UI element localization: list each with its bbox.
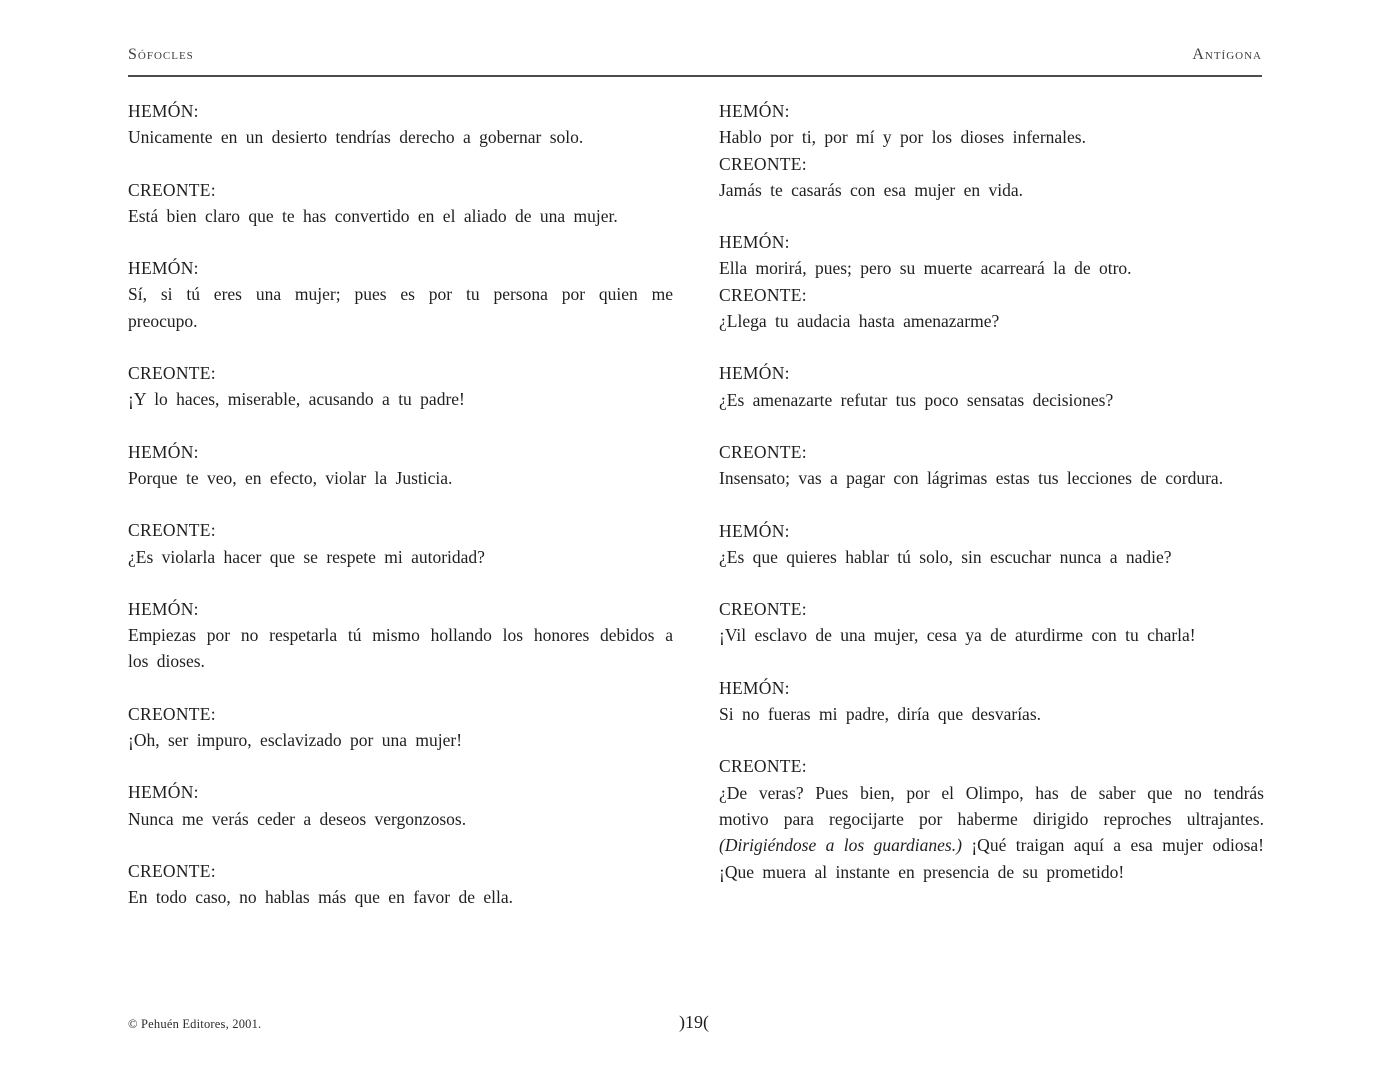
header-author: Sófocles: [128, 46, 194, 63]
speech-text: ¿Es violarla hacer que se respete mi autoridad?: [128, 546, 485, 567]
dialogue-entry: [719, 98, 1264, 151]
speech-text: [719, 780, 1264, 885]
speaker-name: CREONTE:: [128, 179, 216, 200]
speaker-name: CREONTE:: [128, 703, 216, 724]
dialogue-entry: [128, 360, 673, 413]
speaker-name: CREONTE:: [719, 441, 807, 462]
speaker-name: CREONTE:: [719, 599, 807, 620]
dialogue-entry: [128, 98, 673, 151]
dialogue-entry: [128, 439, 673, 492]
speaker-name: CREONTE:: [128, 860, 216, 881]
right-column: [719, 98, 1264, 911]
speech-segment: ¡Qué traigan aquí a esa mujer odiosa! ¡Que muera al instante en presencia de su prometido!: [719, 835, 1264, 882]
speech-text: ¡Vil esclavo de una mujer, cesa ya de aturdirme con tu charla!: [719, 625, 1196, 646]
speaker-name: HEMÓN:: [128, 598, 199, 619]
speech-text: Jamás te casarás con esa mujer en vida.: [719, 179, 1023, 200]
speaker-name: CREONTE:: [719, 284, 807, 305]
dialogue-entry: [128, 779, 673, 832]
dialogue-entry: [128, 596, 673, 675]
speech-segment: ¿De veras? Pues bien, por el Olimpo, has de saber que no tendrás motivo para regocijarte por haberme dirigido reproches ultrajantes.: [719, 782, 1264, 829]
speaker-name: HEMÓN:: [128, 441, 199, 462]
speech-text: ¡Oh, ser impuro, esclavizado por una mujer!: [128, 730, 463, 751]
speech-text: Empiezas por no respetarla tú mismo hollando los honores debidos a los dioses.: [128, 625, 673, 672]
speech-text: Nunca me verás ceder a deseos vergonzosos.: [128, 808, 467, 829]
speaker-name: CREONTE:: [128, 363, 216, 384]
running-header: [128, 46, 1262, 64]
speaker-name: HEMÓN:: [128, 258, 199, 279]
page-number: )19(: [679, 1012, 709, 1032]
dialogue-entry: [128, 701, 673, 754]
speech-text: Ella morirá, pues; pero su muerte acarreará la de otro.: [719, 258, 1132, 279]
speech-text: En todo caso, no hablas más que en favor de ella.: [128, 887, 514, 908]
speech-text: Si no fueras mi padre, diría que desvarías.: [719, 704, 1042, 725]
speech-text: ¡Y lo haces, miserable, acusando a tu padre!: [128, 389, 465, 410]
dialogue-entry: [719, 151, 1264, 204]
dialogue-entry: [128, 177, 673, 230]
footer-copyright: © Pehuén Editores, 2001.: [128, 1017, 262, 1031]
speaker-name: HEMÓN:: [719, 232, 790, 253]
speech-text: Sí, si tú eres una mujer; pues es por tu persona por quien me preocupo.: [128, 284, 673, 331]
speaker-name: HEMÓN:: [719, 677, 790, 698]
speech-text: ¿Llega tu audacia hasta amenazarme?: [719, 311, 1000, 332]
header-rule: [128, 75, 1262, 77]
dialogue-entry: [719, 282, 1264, 335]
speech-text: Porque te veo, en efecto, violar la Justicia.: [128, 467, 453, 488]
dialogue-entry: [719, 753, 1264, 884]
speaker-name: HEMÓN:: [128, 101, 199, 121]
dialogue-entry: [719, 229, 1264, 282]
speaker-name: CREONTE:: [719, 153, 807, 174]
dialogue-entry: [719, 675, 1264, 728]
dialogue-entry: [128, 858, 673, 911]
speech-text: ¿Es que quieres hablar tú solo, sin escuchar nunca a nadie?: [719, 546, 1172, 567]
speaker-name: HEMÓN:: [719, 363, 790, 384]
dialogue-entry: [719, 439, 1264, 492]
speech-text: Unicamente en un desierto tendrías derecho a gobernar solo.: [128, 127, 584, 148]
speaker-name: HEMÓN:: [719, 101, 790, 121]
header-work-title: Antígona: [1192, 46, 1262, 63]
dialogue-entry: [128, 255, 673, 334]
speech-text: Insensato; vas a pagar con lágrimas estas tus lecciones de cordura.: [719, 468, 1224, 489]
speech-text: ¿Es amenazarte refutar tus poco sensatas decisiones?: [719, 389, 1114, 410]
left-column: [128, 98, 673, 911]
speech-text: Hablo por ti, por mí y por los dioses infernales.: [719, 127, 1086, 148]
dialogue-columns: [128, 98, 1264, 911]
speaker-name: CREONTE:: [719, 756, 807, 777]
speaker-name: CREONTE:: [128, 520, 216, 541]
dialogue-entry: [719, 360, 1264, 413]
speaker-name: HEMÓN:: [719, 520, 790, 541]
dialogue-entry: [128, 517, 673, 570]
dialogue-entry: [719, 596, 1264, 649]
dialogue-entry: [719, 518, 1264, 571]
speaker-name: HEMÓN:: [128, 782, 199, 803]
speech-text: Está bien claro que te has convertido en el aliado de una mujer.: [128, 205, 618, 226]
stage-direction: (Dirigiéndose a los guardianes.): [719, 835, 962, 856]
